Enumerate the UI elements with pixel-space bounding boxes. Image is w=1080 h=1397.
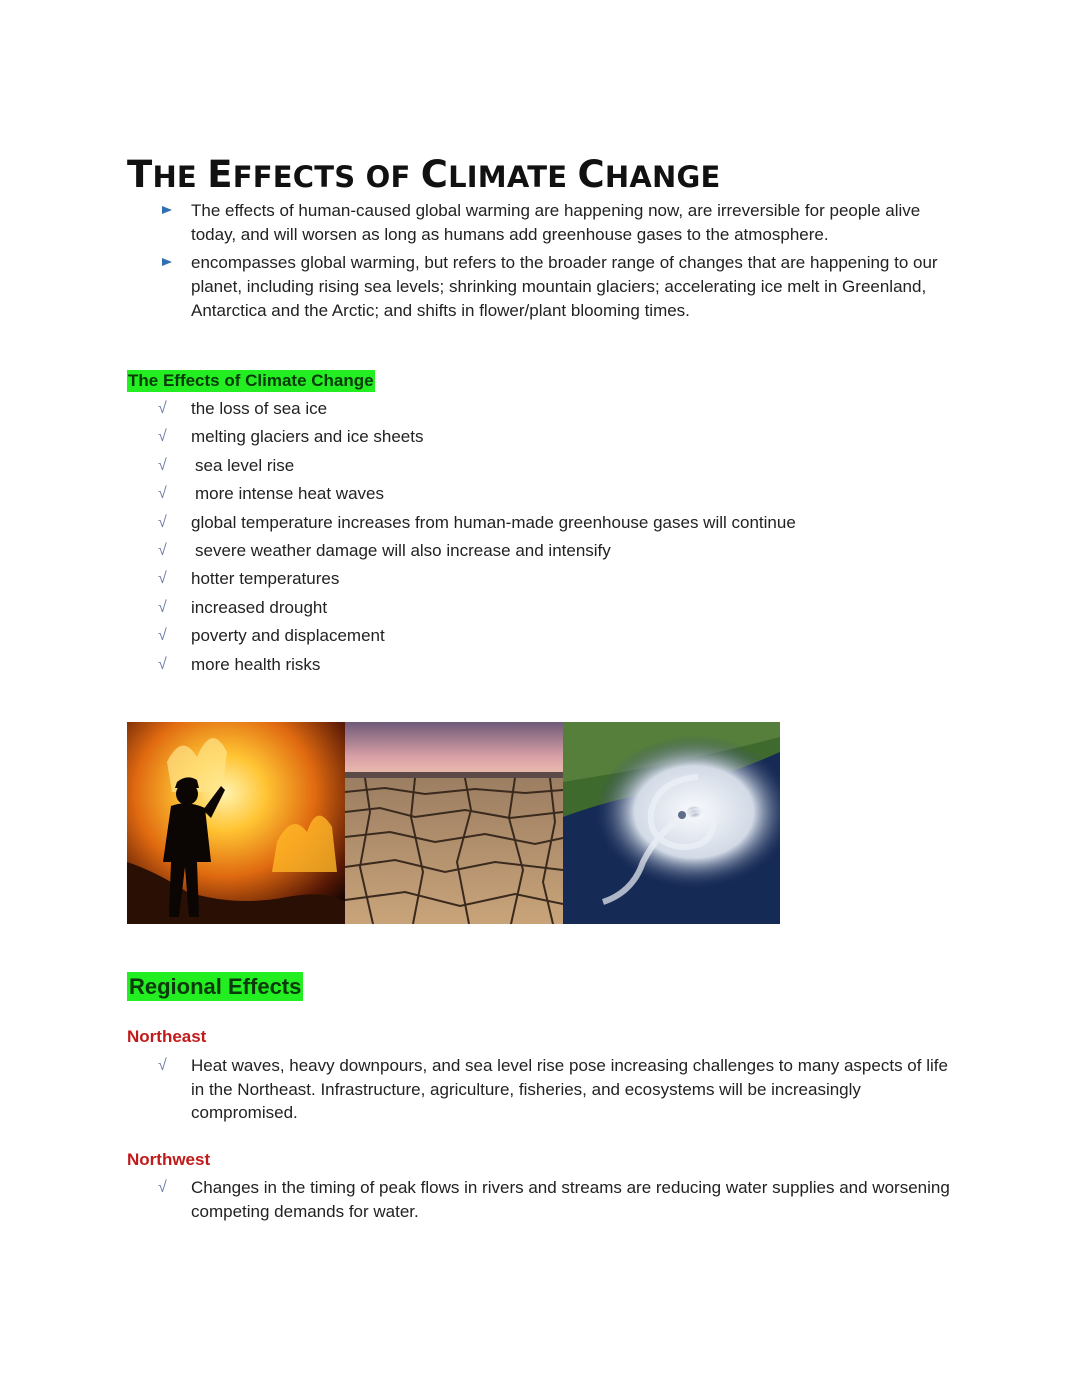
region-label-northeast: Northeast: [127, 1027, 207, 1046]
photo-strip: [127, 722, 780, 924]
intro-item: [160, 199, 960, 247]
check-icon: √: [158, 485, 167, 503]
intro-list: [160, 199, 960, 327]
check-icon: √: [158, 1057, 167, 1074]
check-icon: √: [158, 655, 167, 673]
check-icon: √: [158, 541, 167, 559]
regional-effects-heading: Regional Effects: [129, 974, 302, 999]
firefighter-wildfire-photo: [127, 722, 345, 924]
intro-item: [160, 251, 960, 323]
check-icon: √: [158, 627, 167, 645]
cracked-drought-earth-photo: [345, 722, 563, 924]
region-label-northwest: Northwest: [127, 1150, 211, 1169]
check-icon: √: [158, 428, 167, 446]
check-icon: √: [158, 598, 167, 616]
check-icon: √: [158, 513, 167, 531]
region-item-northeast: √ Heat waves, heavy downpours, and sea level rise pose increasing challenges to many aspects of life in the Northeast. Infrastructure, agriculture, fisheries, and ecosystems will be increasingly compromised.: [158, 1056, 948, 1122]
hurricane-satellite-photo: [563, 722, 780, 924]
arrow-bullet-icon: [162, 206, 172, 214]
check-icon: √: [158, 400, 167, 417]
effects-heading: The Effects of Climate Change: [128, 371, 374, 390]
intro-text: The effects of human-caused global warming are happening now, are irreversible for people alive today, and will worsen as long as humans add greenhouse gases to the atmosphere.: [191, 201, 921, 244]
check-icon: √: [158, 1179, 167, 1196]
region-item-northwest: √ Changes in the timing of peak flows in rivers and streams are reducing water supplies and worsening competing demands for water.: [158, 1178, 950, 1221]
check-icon: √: [158, 570, 167, 588]
check-icon: √: [158, 456, 167, 474]
arrow-bullet-icon: [162, 258, 172, 266]
intro-text: encompasses global warming, but refers to the broader range of changes that are happening to our planet, including rising sea levels; shrinking mountain glaciers; accelerating ice melt in Greenland, Antarctica and the Arctic; and shifts in flower/plant blooming times.: [191, 253, 938, 320]
page-title: THE EFFECTS OF CLIMATE CHANGE: [127, 152, 721, 196]
